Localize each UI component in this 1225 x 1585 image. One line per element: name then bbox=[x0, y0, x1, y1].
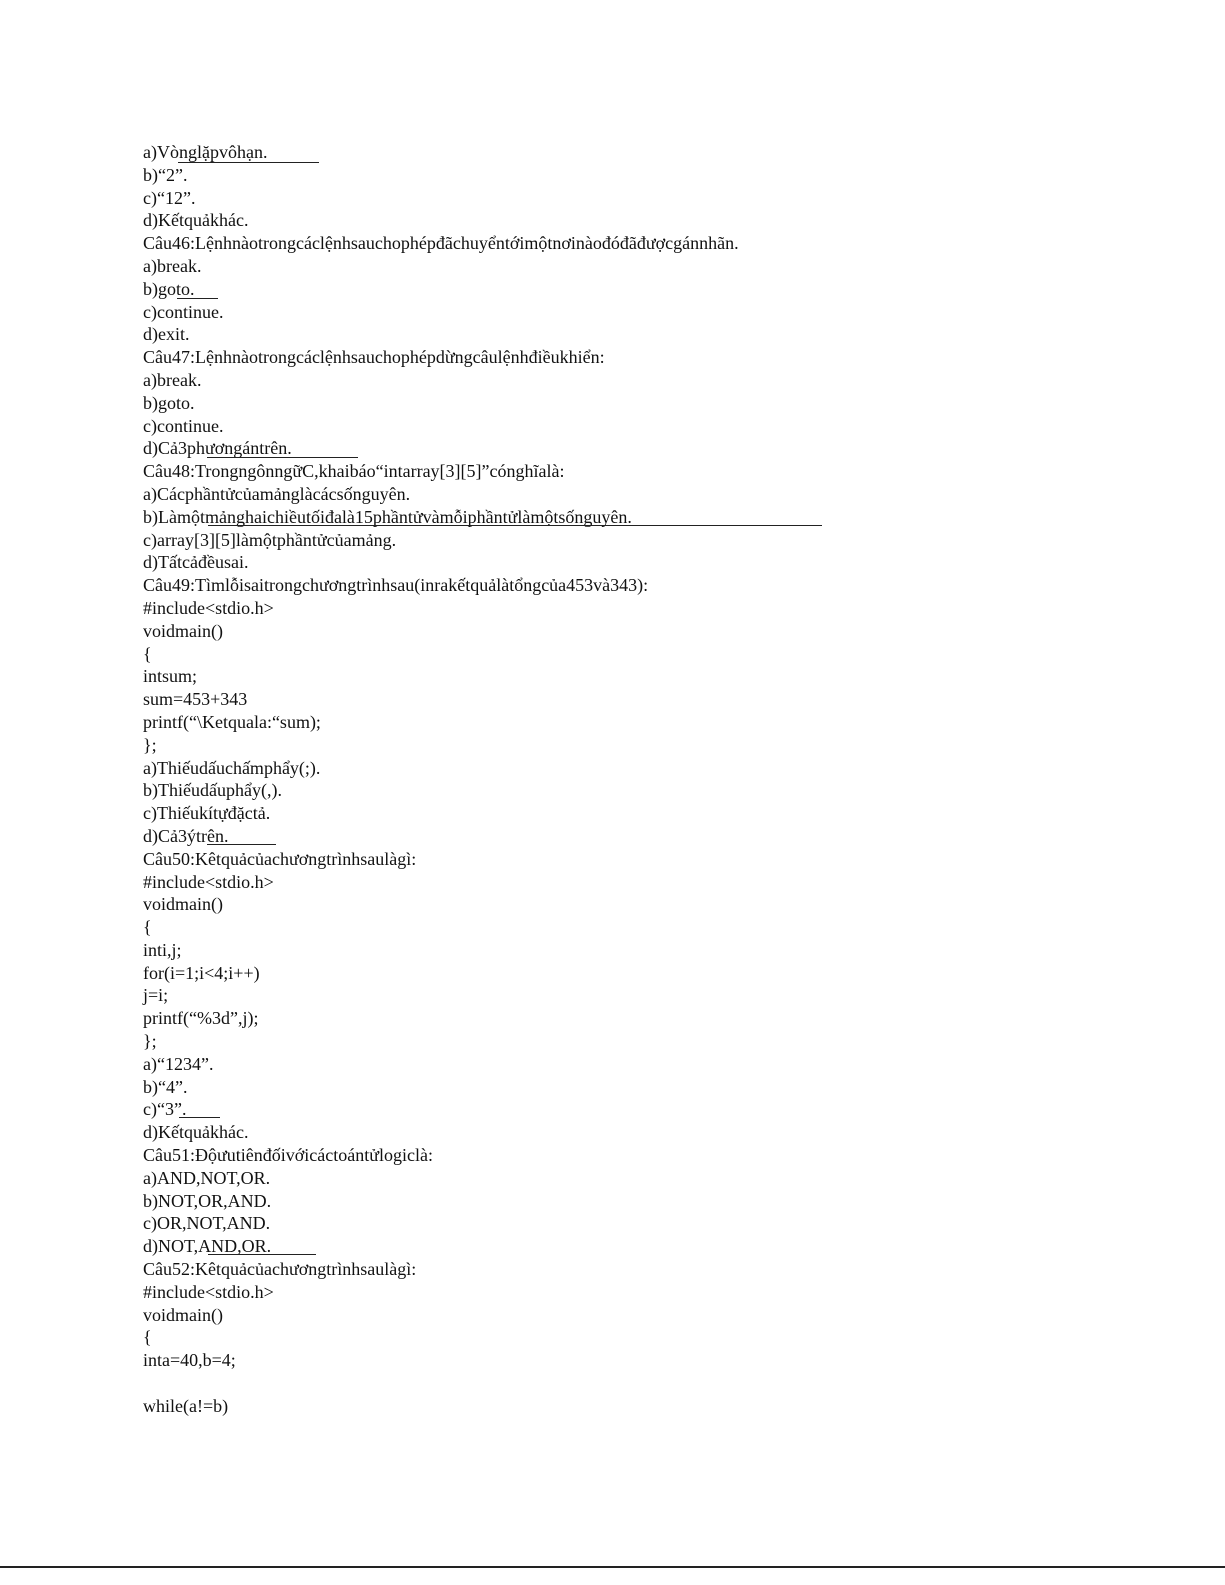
answer-underline bbox=[207, 844, 276, 845]
code-line: while(a!=b) bbox=[143, 1395, 229, 1416]
code-line: printf(“%3d”,j); bbox=[143, 1008, 259, 1029]
doc-line: c)continue. bbox=[143, 301, 224, 322]
doc-line: d)Kếtquảkhác. bbox=[143, 210, 249, 231]
code-line: }; bbox=[143, 1031, 157, 1052]
doc-line: a)AND,NOT,OR. bbox=[143, 1167, 271, 1188]
code-line: inti,j; bbox=[143, 939, 182, 960]
doc-line: d)Tấtcảđềusai. bbox=[143, 552, 249, 573]
code-line: }; bbox=[143, 734, 157, 755]
code-line: #include<stdio.h> bbox=[143, 1281, 274, 1302]
answer-underline bbox=[207, 457, 358, 458]
code-line: j=i; bbox=[143, 985, 169, 1006]
question-51: Câu51:Độưutiênđốivớicáctoántửlogiclà: bbox=[143, 1145, 433, 1166]
code-line: { bbox=[143, 643, 152, 664]
doc-line: b)goto. bbox=[143, 278, 195, 299]
code-line: intsum; bbox=[143, 666, 198, 687]
doc-line: a)break. bbox=[143, 369, 202, 390]
doc-line: c)“12”. bbox=[143, 187, 196, 208]
answer-underline bbox=[178, 162, 319, 163]
code-line: voidmain() bbox=[143, 1304, 223, 1325]
code-line: { bbox=[143, 1327, 152, 1348]
doc-line: c)OR,NOT,AND. bbox=[143, 1213, 271, 1234]
doc-line: b)NOT,OR,AND. bbox=[143, 1190, 272, 1211]
doc-line: a)break. bbox=[143, 255, 202, 276]
doc-line: b)Làmộtmảnghaichiềutốiđalà15phầntửvàmỗiphầntửlàmộtsốnguyên. bbox=[143, 506, 632, 527]
doc-line: a)Cácphầntửcủamảnglàcácsốnguyên. bbox=[143, 483, 411, 504]
page-bottom-rule bbox=[0, 1566, 1225, 1568]
doc-line: b)Thiếudấuphẩy(,). bbox=[143, 780, 282, 801]
question-46: Câu46:Lệnhnàotrongcáclệnhsauchophépđãchuyểntớimộtnơinàođóđãđượcgánnhãn. bbox=[143, 233, 739, 254]
code-line: #include<stdio.h> bbox=[143, 871, 274, 892]
doc-line: d)Kếtquảkhác. bbox=[143, 1122, 249, 1143]
code-line: voidmain() bbox=[143, 620, 223, 641]
doc-line: a)Vònglặpvôhạn. bbox=[143, 142, 268, 162]
code-line: inta=40,b=4; bbox=[143, 1350, 236, 1371]
question-47: Câu47:Lệnhnàotrongcáclệnhsauchophépdừngcâulệnhđiềukhiển: bbox=[143, 347, 605, 368]
doc-line: b)“2”. bbox=[143, 164, 188, 185]
doc-line: d)exit. bbox=[143, 324, 190, 345]
doc-line: c)array[3][5]làmộtphầntửcủamảng. bbox=[143, 529, 397, 550]
code-line: printf(“\Ketquala:“sum); bbox=[143, 711, 321, 732]
answer-underline bbox=[177, 298, 218, 299]
doc-line: c)“3”. bbox=[143, 1099, 187, 1120]
question-48: Câu48:TrongngônngữC,khaibáo“intarray[3][5]”cónghĩalà: bbox=[143, 461, 565, 482]
doc-line: b)“4”. bbox=[143, 1076, 188, 1097]
doc-line: d)Cả3phươngántrên. bbox=[143, 438, 292, 459]
answer-underline bbox=[208, 1254, 316, 1255]
code-line: { bbox=[143, 917, 152, 938]
doc-line: d)NOT,AND,OR. bbox=[143, 1236, 272, 1257]
document-body bbox=[143, 141, 1143, 1418]
question-49: Câu49:Tìmlỗisaitrongchươngtrìnhsau(inrakếtquảlàtổngcủa453và343): bbox=[143, 575, 649, 596]
doc-line: c)continue. bbox=[143, 415, 224, 436]
doc-line: a)“1234”. bbox=[143, 1053, 214, 1074]
answer-underline bbox=[208, 525, 822, 526]
code-line: #include<stdio.h> bbox=[143, 597, 274, 618]
code-line: sum=453+343 bbox=[143, 689, 248, 710]
question-52: Câu52:Kêtquảcủachươngtrìnhsaulàgì: bbox=[143, 1259, 417, 1280]
question-50: Câu50:Kêtquảcủachươngtrìnhsaulàgì: bbox=[143, 848, 417, 869]
code-line: for(i=1;i<4;i++) bbox=[143, 962, 260, 983]
doc-line: c)Thiếukítựđặctả. bbox=[143, 803, 271, 824]
doc-line: b)goto. bbox=[143, 392, 195, 413]
doc-line: a)Thiếudấuchấmphẩy(;). bbox=[143, 757, 321, 778]
code-line: voidmain() bbox=[143, 894, 223, 915]
answer-underline bbox=[179, 1117, 220, 1118]
doc-line: d)Cả3ýtrên. bbox=[143, 825, 229, 846]
